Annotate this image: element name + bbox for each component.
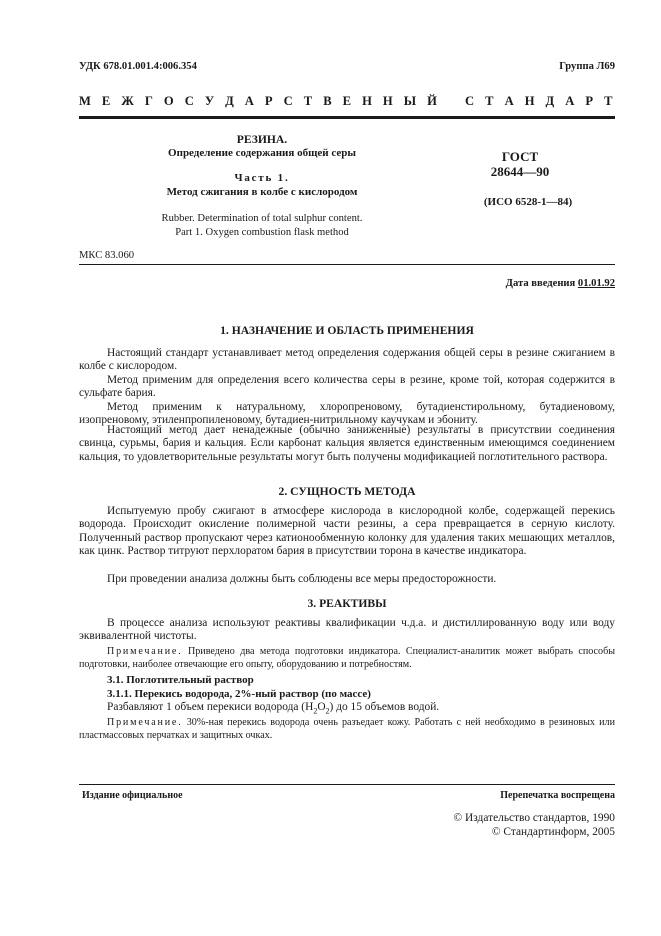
mks-code: МКС 83.060 <box>79 250 135 261</box>
section-2-paragraph-1: Испытуемую пробу сжигают в атмосфере кислорода в кислородной колбе, содержащей перекись водорода. Происходит окисление полимерной части резины, а сера превращается в серную кислоту. Полученный раствор пропускают через катионообменную колонку для удаления таких мешающих металлов, как цинк. Раствор титруют перхлоратом бария в присутствии торона в качестве индикатора. <box>79 505 615 558</box>
title-english-2: Part 1. Oxygen combustion flask method <box>175 227 349 238</box>
section-3-paragraph-1: В процессе анализа используют реактивы квалификации ч.д.а. и дистиллированную воду или воду эквивалентной чистоты. <box>79 617 615 643</box>
group-code: Группа Л69 <box>559 61 615 72</box>
subsection-3-1-1-note <box>79 717 615 742</box>
subscript-2: 2 <box>313 706 318 716</box>
title-sub: Определение содержания общей серы <box>168 147 356 159</box>
note-text: Приведено два метода подготовки индикатора. Специалист-аналитик может выбрать способы подготовки, наиболее отвечающие его опыту, оборудованию и потребностям. <box>79 646 615 670</box>
dilution-text-start: Разбавляют 1 объем перекиси водорода (H <box>107 701 314 713</box>
note-text-2: 30%-ная перекись водорода очень разъедает кожу. Работать с ней необходимо в резиновых или пластмассовых перчатках и защитных очках. <box>79 717 615 741</box>
mks-rule <box>79 264 615 265</box>
official-edition: Издание официальное <box>82 790 183 801</box>
effective-date-line <box>506 278 615 289</box>
section-1-title: 1. НАЗНАЧЕНИЕ И ОБЛАСТЬ ПРИМЕНЕНИЯ <box>220 324 474 337</box>
iso-reference: (ИСО 6528-1—84) <box>483 196 573 208</box>
effective-date-value: 01.01.92 <box>577 278 615 289</box>
effective-date-label: Дата введения <box>505 278 576 289</box>
dilution-text-oxygen: O <box>317 701 326 713</box>
header-rule <box>79 116 615 119</box>
section-2-title: 2. СУЩНОСТЬ МЕТОДА <box>278 485 416 498</box>
section-3-title: 3. РЕАКТИВЫ <box>307 597 387 610</box>
standard-number: 28644—90 <box>490 164 550 179</box>
title-part: Часть 1. <box>234 172 290 184</box>
subsection-3-1-1-title: 3.1.1. Перекись водорода, 2%-ный раствор (по массе) <box>107 688 371 700</box>
standard-label: ГОСТ <box>501 149 539 164</box>
section-1-paragraph-3: Метод применим к натуральному, хлоропреновому, бутадиенстирольному, бутадиеновому, изопреновому, этиленпропиленовому, бутадиен-нитрильному каучукам и эбониту. <box>79 401 615 427</box>
section-1-paragraph-1: Настоящий стандарт устанавливает метод определения содержания общей серы в резине сжиганием в колбе с кислородом. <box>79 347 615 373</box>
subsection-3-1-1-text <box>107 701 439 715</box>
footer-rule <box>79 784 615 785</box>
subsection-3-1-title: 3.1. Поглотительный раствор <box>107 674 254 686</box>
dilution-text-end: ) до 15 объемов водой. <box>329 701 440 713</box>
section-1-paragraph-2: Метод применим для определения всего количества серы в резине, кроме той, которая содержится в сульфате бария. <box>79 374 615 400</box>
section-3-note-1 <box>79 646 615 671</box>
copyright-1990: © Издательство стандартов, 1990 <box>453 812 615 824</box>
title-part-name: Метод сжигания в колбе с кислородом <box>166 186 358 198</box>
reprint-prohibited: Перепечатка воспрещена <box>500 790 615 801</box>
subscript-2b: 2 <box>325 706 330 716</box>
title-english-1: Rubber. Determination of total sulphur content. <box>161 213 363 224</box>
note-label-2: Примечание. <box>107 717 183 728</box>
note-label: Примечание. <box>107 646 183 657</box>
section-2-paragraph-2: При проведении анализа должны быть соблюдены все меры предосторожности. <box>107 573 497 585</box>
udc-code: УДК 678.01.001.4:006.354 <box>79 61 197 72</box>
interstate-standard-banner: М Е Ж Г О С У Д А Р С Т В Е Н Н Ы Й С Т А Н Д А Р Т <box>79 94 615 108</box>
copyright-2005: © Стандартинформ, 2005 <box>491 826 615 838</box>
title-main: РЕЗИНА. <box>236 133 288 146</box>
section-1-paragraph-4: Настоящий метод дает ненадежные (обычно заниженные) результаты в присутствии соединения свинца, сурьмы, бария и кальция. Если карбонат кальция является единственным имеющимся соединением кальция, то удовлетворительные результаты могут быть получены модификацией поглотительного раствора. <box>79 424 615 463</box>
